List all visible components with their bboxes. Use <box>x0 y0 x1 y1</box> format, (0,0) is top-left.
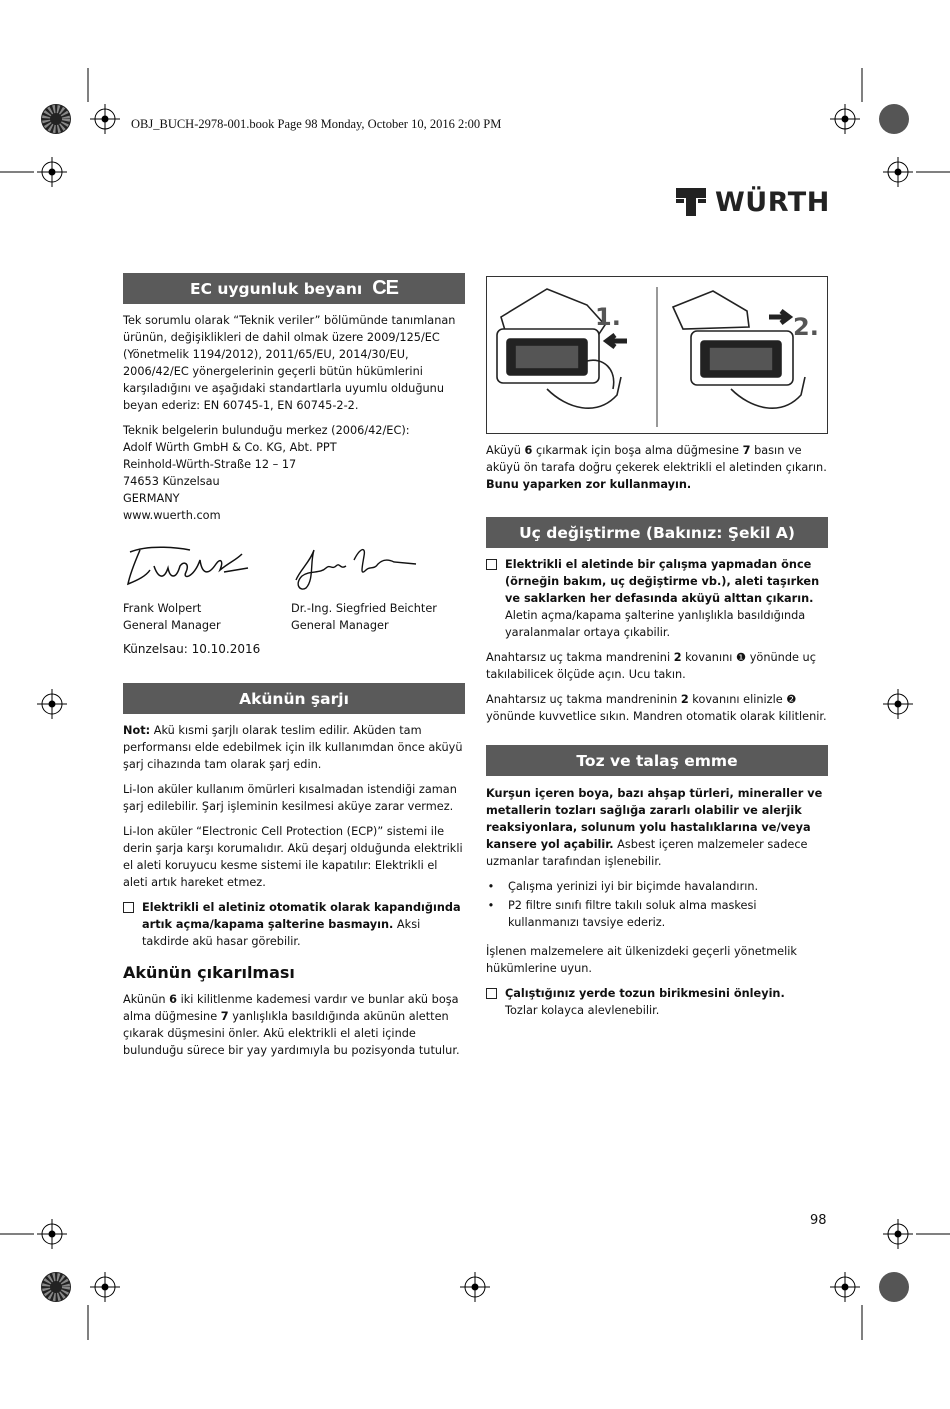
registration-mark-l3 <box>37 1219 67 1249</box>
registration-mark-tl <box>90 104 120 134</box>
removal-heading: Akünün çıkarılması <box>123 963 295 982</box>
dust-body <box>486 785 828 1027</box>
ec-paragraph: Tek sorumlu olarak “Teknik veriler” bölümünde tanımlanan ürünün, değişiklikleri de dahil olmak üzere 2009/125/EC (Yönetmelik 1194/2012), 2011/65/EU, 2014/30/EU, 2006/42/EC yönergelerinin geçerli bütün hükümlerini karşıladığını ve aşağıdaki standartlarla uyumlu olduğunu beyan ederiz: EN 60745-1, EN 60745-2-2. <box>123 314 456 412</box>
direction-1-icon: ❶ <box>736 651 747 664</box>
registration-mark-br <box>830 1272 860 1302</box>
charge-body <box>123 722 465 1067</box>
arrow-icon <box>769 311 789 323</box>
bit-body <box>486 556 828 733</box>
registration-mark-bc <box>460 1272 490 1302</box>
charge-warning-text: Aksi takdirde akü hasar görebilir. <box>142 918 421 948</box>
place-date: Künzelsau: 10.10.2016 <box>123 642 261 656</box>
charge-paragraph-2: Li-Ion aküler kullanım ömürleri kısalmadan istendiği zaman şarj edilebilir. Şarj işleminin kesilmesi aküye zarar vermez. <box>123 783 457 813</box>
signer-1-title: General Manager <box>123 619 221 632</box>
registration-mark-r3 <box>883 1219 913 1249</box>
dust-paragraph-2: İşlenen malzemelere ait ülkenizdeki geçerli yönetmelik hükümlerine uyun. <box>486 945 797 975</box>
ec-address-line: 74653 Künzelsau <box>123 475 220 488</box>
ec-address-line: www.wuerth.com <box>123 509 221 522</box>
section-title-ec <box>123 273 465 304</box>
ec-address-line: Reinhold-Würth-Straße 12 – 17 <box>123 458 297 471</box>
figure-step-2-label: 2. <box>793 313 819 341</box>
figure-step-1-label: 1. <box>595 303 621 331</box>
note-text: Akü kısmi şarjlı olarak teslim edilir. Aküden tam performansı elde edebilmek için ilk kullanımdan önce aküyü şarj cihazında tam olarak şarj edin. <box>123 724 463 771</box>
bit-warning <box>486 556 828 641</box>
bullet-icon: • <box>487 880 495 893</box>
charge-title-text: Akünün şarjı <box>239 689 349 708</box>
wurth-logo-icon <box>675 186 707 218</box>
ec-title-text: EC uygunluk beyanı <box>189 279 363 298</box>
section-title-dust <box>486 745 828 776</box>
battery-removal-figure <box>486 276 828 434</box>
color-target-bl <box>41 1272 71 1302</box>
dust-warning-text: Tozlar kolayca alevlenebilir. <box>505 1004 660 1017</box>
section-title-charge <box>123 683 465 714</box>
checkbox-bullet-icon <box>486 559 497 570</box>
dust-warning <box>486 985 828 1019</box>
registration-mark-l1 <box>37 157 67 187</box>
ce-mark: CE <box>372 277 399 299</box>
bit-title-text: Uç değiştirme (Bakınız: Şekil A) <box>519 523 795 542</box>
signature-1 <box>120 540 250 592</box>
color-target-tl <box>41 104 71 134</box>
charge-warning <box>123 899 465 950</box>
dust-warning-bold: Çalıştığınız yerde tozun birikmesini önleyin. <box>505 987 785 1000</box>
charge-note <box>123 722 465 773</box>
ec-body <box>123 312 465 524</box>
ec-address <box>123 422 465 524</box>
color-target-br <box>879 1272 909 1302</box>
note-label: Not: <box>123 724 151 737</box>
signer-1-name: Frank Wolpert <box>123 602 202 615</box>
registration-mark-tr <box>830 104 860 134</box>
registration-mark-bl <box>90 1272 120 1302</box>
battery-illustration <box>487 277 827 433</box>
direction-2-icon: ❷ <box>786 693 797 706</box>
charge-paragraph-3: Li-Ion aküler “Electronic Cell Protection (ECP)” sistemi ile derin şarja karşı korumalıdır. Akü deşarj olduğunda elektrikli el aleti koruyucu kesme sistemi ile kapatılır: Elektrikli el aleti artık hareket etmez. <box>123 825 463 889</box>
signer-2-name: Dr.-Ing. Siegfried Beichter <box>291 602 437 615</box>
ec-address-line: Teknik belgelerin bulunduğu merkez (2006/42/EC): <box>123 424 410 437</box>
bullet-icon: • <box>487 899 495 912</box>
color-target-tr <box>879 104 909 134</box>
file-header-line: OBJ_BUCH-2978-001.book Page 98 Monday, October 10, 2016 2:00 PM <box>131 117 502 131</box>
dust-bullet: • P2 filtre sınıfı filtre takılı soluk alma maskesi kullanmanızı tavsiye ederiz. <box>487 899 757 929</box>
bit-paragraph-1: Anahtarsız uç takma mandrenini 2 kovanını ❶ yönünde uç takılabilicek ölçüde açın. Ucu takın. <box>486 651 816 681</box>
wurth-logo <box>675 186 830 218</box>
charge-warning-bold: Elektrikli el aletiniz otomatik olarak kapandığında artık açma/kapama şalterine basmayın. <box>142 901 461 931</box>
checkbox-bullet-icon <box>486 988 497 999</box>
bit-warning-text: Aletin açma/kapama şalterine yanlışlıkla basıldığında yaralanmalar ortaya çıkabilir. <box>505 609 806 639</box>
checkbox-bullet-icon <box>123 902 134 913</box>
signer-2 <box>291 600 465 634</box>
dust-paragraph-1: Kurşun içeren boya, bazı ahşap türleri, mineraller ve metallerin tozları sağlığa zararlı olabilir ve alerjik reaksiyonlara, solunum yolu hastalıklarına ve/veya kansere yol açabilir. Asbest içeren malzemeler sadece uzmanlar tarafından işlenebilir. <box>486 787 823 868</box>
arrow-icon <box>607 335 627 347</box>
removal-paragraph: Akünün 6 iki kilitlenme kademesi vardır ve bunlar akü boşa alma düğmesine 7 yanlışlıkla basıldığında akünün aletten çıkarak düşmesini önler. Akü elektrikli el aleti içinde bulunduğu sürece bir yay yardımıyla bu pozisyonda tutulur. <box>123 993 460 1057</box>
page-number: 98 <box>810 1213 827 1228</box>
registration-mark-l2 <box>37 689 67 719</box>
ec-address-line: Adolf Würth GmbH & Co. KG, Abt. PPT <box>123 441 337 454</box>
section-title-bit <box>486 517 828 548</box>
dust-bullet: • Çalışma yerinizi iyi bir biçimde havalandırın. <box>487 880 759 893</box>
registration-mark-r1 <box>883 157 913 187</box>
bit-warning-bold: Elektrikli el aletinde bir çalışma yapmadan önce (örneğin bakım, uç değiştirme vb.), aleti taşırken ve saklarken her defasında aküyü alttan çıkarın. <box>505 558 820 605</box>
dust-title-text: Toz ve talaş emme <box>576 751 738 770</box>
registration-mark-r2 <box>883 689 913 719</box>
figure-caption: Aküyü 6 çıkarmak için boşa alma düğmesine 7 basın ve aküyü ön tarafa doğru çekerek elektrikli el aletinden çıkarın. Bunu yaparken zor kullanmayın. <box>486 444 827 491</box>
bit-paragraph-2: Anahtarsız uç takma mandreninin 2 kovanını elinizle ❷ yönünde kuvvetlice sıkın. Mandren otomatik olarak kilitlenir. <box>486 693 827 723</box>
signer-2-title: General Manager <box>291 619 389 632</box>
signer-1 <box>123 600 293 634</box>
signature-2 <box>290 540 420 592</box>
ec-address-line: GERMANY <box>123 492 180 505</box>
logo-text: WÜRTH <box>715 186 830 218</box>
